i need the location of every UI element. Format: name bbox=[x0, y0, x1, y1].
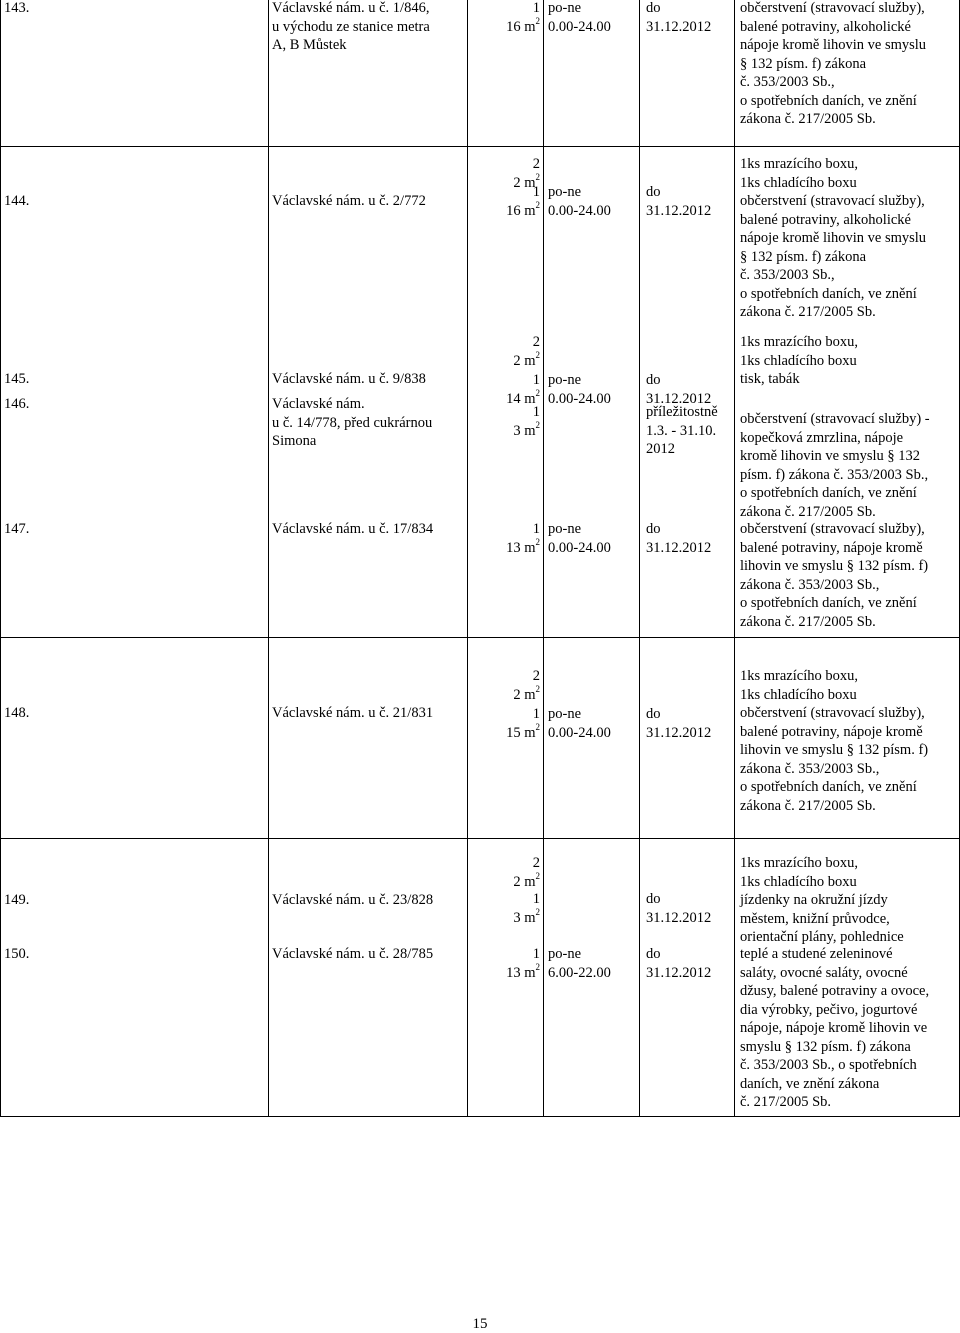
until-label: příležitostně bbox=[646, 404, 718, 420]
goods-line: džusy, balené potraviny a ovoce, bbox=[740, 983, 930, 999]
unit-superscript: 2 bbox=[535, 419, 540, 430]
goods-line: občerstvení (stravovací služby) - bbox=[740, 411, 930, 427]
table-border-left bbox=[0, 0, 1, 1117]
area-count: 2 bbox=[532, 668, 540, 684]
row-number: 150. bbox=[4, 946, 30, 962]
goods-line: balené potraviny, nápoje kromě bbox=[740, 539, 923, 556]
column-divider bbox=[734, 0, 735, 1117]
unit-superscript: 2 bbox=[535, 906, 540, 917]
place-text: Václavské nám. bbox=[272, 396, 365, 412]
goods-line: nápoje, nápoje kromě lihovin ve bbox=[740, 1020, 928, 1036]
goods-line: balené potraviny, alkoholické bbox=[740, 211, 911, 228]
table-border-bottom bbox=[0, 1116, 960, 1117]
goods-line: zákona č. 217/2005 Sb. bbox=[740, 797, 876, 814]
goods-line: orientační plány, pohlednice bbox=[740, 929, 904, 945]
goods-line: 1ks chladícího boxu bbox=[740, 686, 857, 703]
goods-line: 1ks mrazícího boxu, bbox=[740, 668, 858, 684]
page-number: 15 bbox=[472, 1316, 488, 1332]
goods-line: o spotřebních daních, ve znění bbox=[740, 595, 917, 611]
place-text: Václavské nám. u č. 17/834 bbox=[272, 521, 434, 537]
area-size bbox=[470, 870, 540, 892]
goods-line: smyslu § 132 písm. f) zákona bbox=[740, 1038, 911, 1055]
goods-line: občerstvení (stravovací služby), bbox=[740, 193, 925, 209]
goods-line: o spotřebních daních, ve znění bbox=[740, 485, 917, 501]
goods-line: § 132 písm. f) zákona bbox=[740, 55, 867, 72]
column-divider bbox=[639, 0, 640, 1117]
unit-superscript: 2 bbox=[535, 387, 540, 398]
goods-line: zákona č. 353/2003 Sb., bbox=[740, 576, 880, 593]
unit-superscript: 2 bbox=[535, 961, 540, 972]
goods-line: 1ks mrazícího boxu, bbox=[740, 334, 858, 350]
goods-line: 1ks mrazícího boxu, bbox=[740, 156, 858, 172]
until-date: 31.12.2012 bbox=[646, 539, 712, 556]
area-size bbox=[470, 906, 540, 928]
area-size bbox=[470, 349, 540, 371]
area-size bbox=[470, 683, 540, 705]
area-size-value: 2 m bbox=[513, 174, 536, 191]
area-size-value: 16 m bbox=[506, 202, 536, 219]
unit-superscript: 2 bbox=[535, 870, 540, 881]
area-size bbox=[470, 721, 540, 743]
hours-time: 0.00-24.00 bbox=[548, 202, 611, 219]
area-count: 1 bbox=[532, 891, 540, 907]
goods-line: č. 353/2003 Sb., bbox=[740, 74, 835, 90]
goods-line: nápoje kromě lihovin ve smyslu bbox=[740, 37, 927, 53]
goods-line: nápoje kromě lihovin ve smyslu bbox=[740, 230, 927, 246]
goods-line: o spotřebních daních, ve znění bbox=[740, 779, 917, 795]
until-date: 31.12.2012 bbox=[646, 909, 712, 926]
place-text: A, B Můstek bbox=[272, 37, 347, 53]
column-divider bbox=[268, 0, 269, 1117]
goods-line: 1ks chladícího boxu bbox=[740, 174, 857, 191]
row-number: 144. bbox=[4, 193, 30, 209]
until-year: 2012 bbox=[646, 441, 675, 457]
unit-superscript: 2 bbox=[535, 721, 540, 732]
hours-label: po-ne bbox=[548, 0, 582, 16]
until-label: do bbox=[646, 372, 661, 388]
until-date: 31.12.2012 bbox=[646, 724, 712, 741]
area-size-value: 15 m bbox=[506, 724, 536, 741]
hours-time: 0.00-24.00 bbox=[548, 18, 611, 35]
area-size bbox=[470, 536, 540, 558]
row-number: 143. bbox=[4, 0, 30, 16]
until-date: 1.3. - 31.10. bbox=[646, 422, 717, 439]
goods-line: teplé a studené zeleninové bbox=[740, 946, 893, 962]
row-separator bbox=[0, 838, 960, 839]
row-number: 146. bbox=[4, 396, 30, 412]
until-date: 31.12.2012 bbox=[646, 18, 712, 35]
row-separator bbox=[0, 146, 960, 147]
row-number: 145. bbox=[4, 371, 30, 387]
area-size-value: 2 m bbox=[513, 686, 536, 703]
goods-line: městem, knižní průvodce, bbox=[740, 910, 890, 927]
place-text: u č. 14/778, před cukrárnou bbox=[272, 414, 433, 431]
goods-line: občerstvení (stravovací služby), bbox=[740, 705, 925, 721]
area-size bbox=[470, 419, 540, 441]
goods-line: jízdenky na okružní jízdy bbox=[740, 892, 888, 908]
hours-time: 0.00-24.00 bbox=[548, 724, 611, 741]
unit-superscript: 2 bbox=[535, 536, 540, 547]
hours-time: 6.00-22.00 bbox=[548, 964, 611, 981]
goods-line: kromě lihovin ve smyslu § 132 bbox=[740, 448, 921, 464]
until-date: 31.12.2012 bbox=[646, 202, 712, 219]
goods-line: č. 353/2003 Sb., o spotřebních bbox=[740, 1057, 917, 1073]
area-count: 1 bbox=[532, 521, 540, 537]
hours-label: po-ne bbox=[548, 521, 582, 537]
goods-line: balené potraviny, alkoholické bbox=[740, 18, 911, 35]
goods-line: daních, ve znění zákona bbox=[740, 1075, 880, 1092]
hours-label: po-ne bbox=[548, 372, 582, 388]
place-text: Václavské nám. u č. 28/785 bbox=[272, 946, 434, 962]
row-separator bbox=[0, 637, 960, 638]
row-number: 149. bbox=[4, 892, 30, 908]
place-text: Václavské nám. u č. 23/828 bbox=[272, 892, 434, 908]
goods-line: 1ks mrazícího boxu, bbox=[740, 855, 858, 871]
hours-label: po-ne bbox=[548, 184, 582, 200]
until-label: do bbox=[646, 0, 661, 16]
area-size-value: 14 m bbox=[506, 390, 536, 407]
goods-line: 1ks chladícího boxu bbox=[740, 352, 857, 369]
area-size bbox=[470, 961, 540, 983]
goods-line: občerstvení (stravovací služby), bbox=[740, 0, 925, 16]
hours-label: po-ne bbox=[548, 706, 582, 722]
place-text: Simona bbox=[272, 433, 317, 449]
goods-line: č. 353/2003 Sb., bbox=[740, 267, 835, 283]
area-size bbox=[470, 15, 540, 37]
unit-superscript: 2 bbox=[535, 349, 540, 360]
column-divider bbox=[467, 0, 468, 1117]
area-count: 2 bbox=[532, 156, 540, 172]
place-text: Václavské nám. u č. 9/838 bbox=[272, 371, 426, 387]
area-size-value: 13 m bbox=[506, 539, 536, 556]
area-count: 1 bbox=[532, 404, 540, 420]
until-label: do bbox=[646, 946, 661, 962]
area-size-value: 2 m bbox=[513, 352, 536, 369]
area-size bbox=[470, 199, 540, 221]
row-number: 147. bbox=[4, 521, 30, 537]
row-number: 148. bbox=[4, 705, 30, 721]
place-text: u východu ze stanice metra bbox=[272, 18, 430, 35]
until-date: 31.12.2012 bbox=[646, 964, 712, 981]
until-label: do bbox=[646, 184, 661, 200]
area-count: 1 bbox=[532, 706, 540, 722]
area-size-value: 16 m bbox=[506, 18, 536, 35]
column-divider bbox=[543, 0, 544, 1117]
goods-line: zákona č. 217/2005 Sb. bbox=[740, 111, 876, 127]
goods-line: zákona č. 353/2003 Sb., bbox=[740, 760, 880, 777]
goods-line: balené potraviny, nápoje kromě bbox=[740, 723, 923, 740]
goods-line: občerstvení (stravovací služby), bbox=[740, 521, 925, 537]
unit-superscript: 2 bbox=[535, 683, 540, 694]
area-size-value: 3 m bbox=[513, 422, 536, 439]
goods-line: č. 217/2005 Sb. bbox=[740, 1094, 832, 1110]
area-size-value: 3 m bbox=[513, 909, 536, 926]
area-size-value: 2 m bbox=[513, 873, 536, 890]
goods-line: tisk, tabák bbox=[740, 371, 800, 387]
until-label: do bbox=[646, 521, 661, 537]
goods-line: saláty, ovocné saláty, ovocné bbox=[740, 964, 908, 981]
goods-line: dia výrobky, pečivo, jogurtové bbox=[740, 1001, 918, 1018]
place-text: Václavské nám. u č. 1/846, bbox=[272, 0, 430, 16]
place-text: Václavské nám. u č. 2/772 bbox=[272, 193, 426, 209]
unit-superscript: 2 bbox=[535, 199, 540, 210]
goods-line: písm. f) zákona č. 353/2003 Sb., bbox=[740, 466, 929, 483]
area-count: 1 bbox=[532, 0, 540, 16]
goods-line: 1ks chladícího boxu bbox=[740, 873, 857, 890]
goods-line: o spotřebních daních, ve znění bbox=[740, 285, 917, 302]
hours-time: 0.00-24.00 bbox=[548, 539, 611, 556]
area-count: 1 bbox=[532, 946, 540, 962]
until-label: do bbox=[646, 706, 661, 722]
goods-line: kopečková zmrzlina, nápoje bbox=[740, 429, 904, 446]
until-date: 31.12.2012 bbox=[646, 390, 712, 407]
goods-line: § 132 písm. f) zákona bbox=[740, 248, 867, 265]
goods-line: zákona č. 217/2005 Sb. bbox=[740, 304, 876, 320]
until-label: do bbox=[646, 891, 661, 907]
unit-superscript: 2 bbox=[535, 15, 540, 26]
area-count: 1 bbox=[532, 184, 540, 200]
goods-line: lihovin ve smyslu § 132 písm. f) bbox=[740, 558, 929, 574]
goods-line: o spotřebních daních, ve znění bbox=[740, 92, 917, 109]
place-text: Václavské nám. u č. 21/831 bbox=[272, 705, 434, 721]
area-count: 2 bbox=[532, 855, 540, 871]
goods-line: lihovin ve smyslu § 132 písm. f) bbox=[740, 742, 929, 758]
goods-line: zákona č. 217/2005 Sb. bbox=[740, 503, 876, 520]
area-count: 2 bbox=[532, 334, 540, 350]
hours-time: 0.00-24.00 bbox=[548, 390, 611, 407]
area-count: 1 bbox=[532, 372, 540, 388]
hours-label: po-ne bbox=[548, 946, 582, 962]
unit-superscript: 2 bbox=[535, 171, 540, 182]
area-size-value: 13 m bbox=[506, 964, 536, 981]
goods-line: zákona č. 217/2005 Sb. bbox=[740, 613, 876, 630]
